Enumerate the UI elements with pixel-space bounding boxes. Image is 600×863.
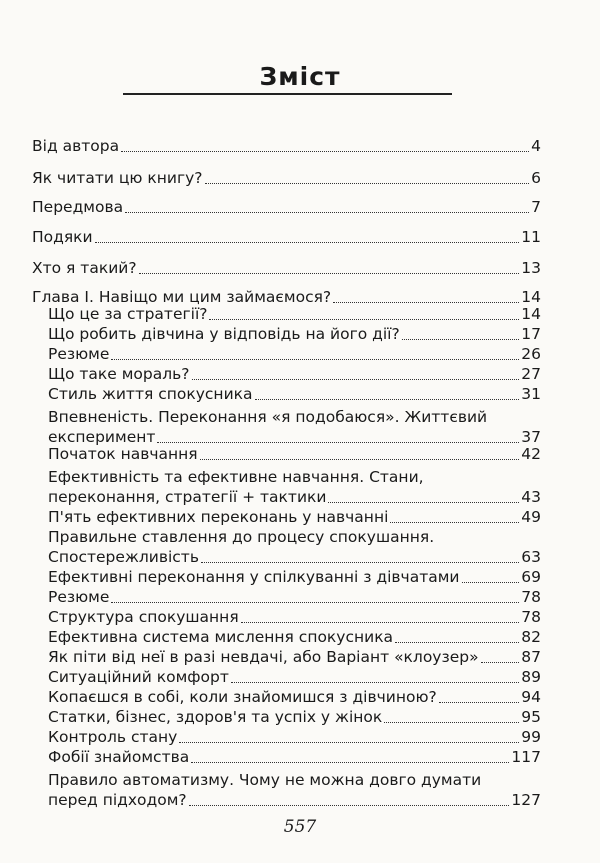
toc-entry-label-line1: Правило автоматизму. Чому не можна довго думати [48,771,482,789]
toc-entry-label: експеримент [48,428,156,446]
dot-leader [205,182,530,184]
toc-entry-label: Що робить дівчина у відповідь на його дії? [48,325,400,343]
toc-entry-label: Статки, бізнес, здоров'я та успіх у жінок [48,708,383,726]
toc-entry [48,588,541,607]
toc-entry [48,445,541,464]
dot-leader [333,301,519,303]
toc-entry [48,708,541,727]
toc-entry-page: 117 [511,748,541,766]
dot-leader [328,501,519,503]
dot-leader [439,701,520,703]
toc-entry [32,259,541,278]
toc-entry [48,385,541,404]
dot-leader [201,561,519,563]
toc-entry-label: Структура спокушання [48,608,239,626]
toc-entry-page: 127 [511,791,541,809]
toc-entry-page: 78 [521,608,541,626]
toc-entry [48,488,541,507]
toc-entry [48,508,541,527]
dot-leader [191,761,509,763]
toc-entry-page: 78 [521,588,541,606]
toc-entry-label-line1: Ефективність та ефективне навчання. Стани, [48,468,424,486]
toc-entry [48,648,541,667]
toc-entry [48,568,541,587]
dot-leader [111,601,519,603]
dot-leader [241,621,520,623]
toc-entry [32,137,541,156]
toc-entry-page: 7 [531,198,541,216]
toc-entry-label: Хто я такий? [32,259,137,277]
toc-entry-label: Як піти від неї в разі невдачі, або Варіант «клоузер» [48,648,479,666]
toc-entry-label: Контроль стану [48,728,178,746]
toc-entry-label: Що це за стратегії? [48,305,208,323]
toc-entry-label: Глава I. Навіщо ми цим займаємося? [32,288,332,306]
dot-leader [390,521,519,523]
toc-entry-label: Спостережливість [48,548,199,566]
toc-entry-label: перед підходом? [48,791,187,809]
toc-entry-page: 87 [521,648,541,666]
toc-entry-label: П'ять ефективних переконань у навчанні [48,508,389,526]
dot-leader [157,441,519,443]
toc-entry-label: Передмова [32,198,124,216]
toc-entry-label: Від автора [32,137,120,155]
dot-leader [139,272,520,274]
toc-entry-page: 6 [531,169,541,187]
toc-entry-page: 26 [521,345,541,363]
dot-leader [209,318,519,320]
toc-entry [48,748,541,767]
toc-entry [32,169,541,188]
dot-leader [95,241,520,243]
toc-entry-label: Початок навчання [48,445,198,463]
toc-entry [48,548,541,567]
toc-entry-page: 94 [521,688,541,706]
toc-entry-page: 31 [521,385,541,403]
toc-entry-label: Що таке мораль? [48,365,190,383]
dot-leader [200,458,520,460]
toc-entry-page: 69 [521,568,541,586]
toc-entry [48,305,541,324]
toc-entry [48,628,541,647]
dot-leader [481,661,520,663]
toc-entry [32,228,541,247]
toc-entry-label: Копаєшся в собі, коли знайомишся з дівчиною? [48,688,437,706]
page-title: Зміст [259,62,341,91]
dot-leader [192,378,520,380]
toc-entry-label: Ситуаційний комфорт [48,668,229,686]
toc-entry-page: 42 [521,445,541,463]
dot-leader [402,338,520,340]
toc-entry-label-line1: Правильне ставлення до процесу спокушання. [48,528,435,546]
toc-entry-label: Як читати цю книгу? [32,169,203,187]
toc-entry-page: 95 [521,708,541,726]
toc-entry-page: 14 [521,288,541,306]
toc-entry-page: 82 [521,628,541,646]
toc-entry-label: Стиль життя спокусника [48,385,253,403]
dot-leader [121,150,529,152]
toc-entry [48,365,541,384]
toc-entry [48,325,541,344]
toc-entry-page: 13 [521,259,541,277]
dot-leader [125,211,529,213]
dot-leader [462,581,520,583]
toc-entry-label: переконання, стратегії + тактики [48,488,327,506]
toc-entry-label: Ефективні переконання у спілкуванні з дівчатами [48,568,460,586]
toc-entry [48,345,541,364]
toc-entry-page: 43 [521,488,541,506]
toc-entry [32,198,541,217]
toc-entry [48,688,541,707]
toc-entry-page: 11 [521,228,541,246]
toc-entry-label: Резюме [48,588,110,606]
toc-entry-page: 14 [521,305,541,323]
toc-entry-page: 89 [521,668,541,686]
toc-entry-label: Резюме [48,345,110,363]
toc-entry [48,608,541,627]
toc-entry-label-line1: Впевненість. Переконання «я подобаюся». Життєвий [48,408,488,426]
toc-entry-page: 37 [521,428,541,446]
dot-leader [231,681,519,683]
page-number: 557 [283,817,317,837]
toc-entry [48,791,541,810]
dot-leader [384,721,519,723]
dot-leader [255,398,520,400]
dot-leader [179,741,519,743]
toc-entry-page: 4 [531,137,541,155]
toc-entry-page: 99 [521,728,541,746]
toc-entry-page: 17 [521,325,541,343]
toc-entry-label: Фобії знайомства [48,748,190,766]
toc-entry-label: Подяки [32,228,93,246]
toc-entry-page: 27 [521,365,541,383]
toc-entry [48,668,541,687]
toc-entry-page: 63 [521,548,541,566]
toc-entry-page: 49 [521,508,541,526]
toc-entry [48,728,541,747]
dot-leader [189,804,510,806]
dot-leader [395,641,519,643]
dot-leader [111,358,519,360]
toc-entry-label: Ефективна система мислення спокусника [48,628,394,646]
